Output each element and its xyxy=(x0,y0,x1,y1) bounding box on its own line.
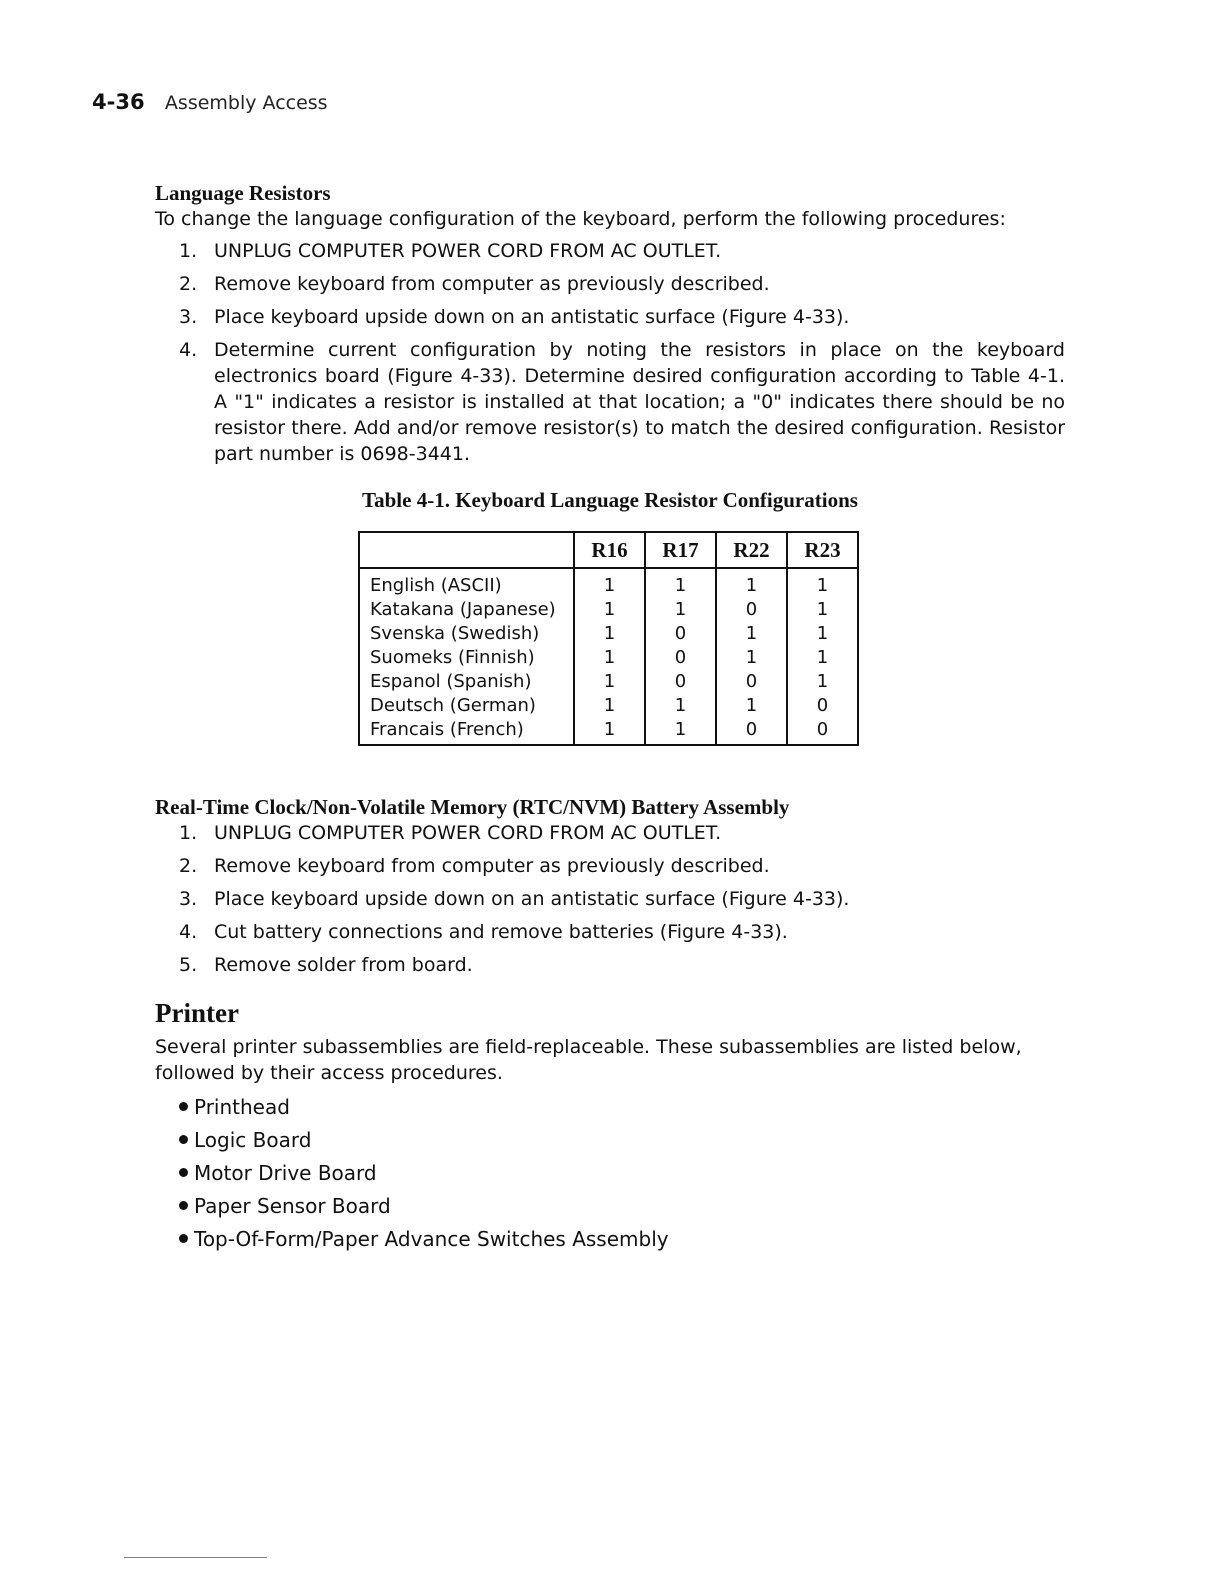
step-number: 4. xyxy=(179,339,198,361)
value-cell: 0 xyxy=(716,598,787,622)
list-item-text: Motor Drive Board xyxy=(194,1161,377,1185)
step-text: Place keyboard upside down on an antistatic surface (Figure 4-33). xyxy=(214,888,850,910)
step-number: 2. xyxy=(179,855,198,877)
table-row xyxy=(359,694,858,718)
rtc-nvm-heading: Real-Time Clock/Non-Volatile Memory (RTC/NVM) Battery Assembly xyxy=(155,795,790,819)
value-cell: 1 xyxy=(574,598,645,622)
bullet-icon xyxy=(179,1234,188,1243)
table-row xyxy=(359,568,858,598)
value-cell: 1 xyxy=(787,670,858,694)
value-cell: 1 xyxy=(645,718,716,745)
value-cell: 1 xyxy=(574,694,645,718)
table-header-r16: R16 xyxy=(574,532,645,568)
table-header-r23: R23 xyxy=(787,532,858,568)
value-cell: 1 xyxy=(574,670,645,694)
value-cell: 1 xyxy=(716,694,787,718)
step-item xyxy=(155,820,1065,846)
bullet-icon xyxy=(179,1135,188,1144)
page-content xyxy=(155,180,1065,1259)
step-item xyxy=(155,271,1065,297)
list-item-text: Logic Board xyxy=(194,1128,312,1152)
table-header-row xyxy=(359,532,858,568)
bullet-icon xyxy=(179,1102,188,1111)
value-cell: 1 xyxy=(787,598,858,622)
language-cell: English (ASCII) xyxy=(359,568,574,598)
language-resistors-intro: To change the language configuration of the keyboard, perform the following procedures: xyxy=(155,208,1006,230)
page-header xyxy=(92,88,328,117)
step-number: 3. xyxy=(179,888,198,910)
step-item xyxy=(155,337,1065,467)
value-cell: 1 xyxy=(716,568,787,598)
step-text: UNPLUG COMPUTER POWER CORD FROM AC OUTLET. xyxy=(214,240,722,262)
value-cell: 1 xyxy=(716,646,787,670)
language-cell: Svenska (Swedish) xyxy=(359,622,574,646)
resistor-config-table xyxy=(358,531,859,746)
language-cell: Espanol (Spanish) xyxy=(359,670,574,694)
step-text: UNPLUG COMPUTER POWER CORD FROM AC OUTLET. xyxy=(214,822,722,844)
bullet-icon xyxy=(179,1168,188,1177)
step-number: 5. xyxy=(179,954,198,976)
value-cell: 0 xyxy=(787,694,858,718)
language-cell: Francais (French) xyxy=(359,718,574,745)
bullet-icon xyxy=(179,1201,188,1210)
language-cell: Suomeks (Finnish) xyxy=(359,646,574,670)
language-cell: Deutsch (German) xyxy=(359,694,574,718)
step-item xyxy=(155,886,1065,912)
step-number: 4. xyxy=(179,921,198,943)
value-cell: 1 xyxy=(645,598,716,622)
step-item xyxy=(155,853,1065,879)
value-cell: 1 xyxy=(716,622,787,646)
value-cell: 1 xyxy=(787,646,858,670)
table-row xyxy=(359,622,858,646)
table-header-language xyxy=(359,532,574,568)
value-cell: 1 xyxy=(574,622,645,646)
step-number: 1. xyxy=(179,240,198,262)
value-cell: 0 xyxy=(716,670,787,694)
value-cell: 0 xyxy=(645,622,716,646)
language-resistors-heading: Language Resistors xyxy=(155,181,331,205)
page-number: 4-36 xyxy=(92,90,145,114)
step-number: 3. xyxy=(179,306,198,328)
value-cell: 1 xyxy=(574,568,645,598)
step-item xyxy=(155,952,1065,978)
list-item xyxy=(155,1226,1065,1252)
step-text: Determine current configuration by noting the resistors in place on the keyboard electronics board (Figure 4-33). Determine desired configuration according to Table 4-1. A "1" indicates a resistor is installed at that location; a "0" indicates there should be no resistor there. Add and/or remove resistor(s) to match the desired configuration. Resistor part number is 0698-3441. xyxy=(214,339,1065,465)
list-item xyxy=(155,1193,1065,1219)
value-cell: 1 xyxy=(574,718,645,745)
list-item-text: Paper Sensor Board xyxy=(194,1194,391,1218)
table-header-r17: R17 xyxy=(645,532,716,568)
printer-intro: Several printer subassemblies are field-replaceable. These subassemblies are listed below, followed by their access procedures. xyxy=(155,1036,1022,1084)
value-cell: 1 xyxy=(787,568,858,598)
value-cell: 0 xyxy=(787,718,858,745)
step-text: Remove keyboard from computer as previously described. xyxy=(214,855,770,877)
value-cell: 1 xyxy=(574,646,645,670)
step-text: Remove keyboard from computer as previously described. xyxy=(214,273,770,295)
footer-rule xyxy=(124,1557,267,1558)
table-row xyxy=(359,670,858,694)
value-cell: 0 xyxy=(716,718,787,745)
step-text: Place keyboard upside down on an antistatic surface (Figure 4-33). xyxy=(214,306,850,328)
section-spacer xyxy=(155,746,1065,794)
rtc-nvm-steps xyxy=(155,820,1065,978)
list-item-text: Printhead xyxy=(194,1095,290,1119)
value-cell: 1 xyxy=(645,568,716,598)
value-cell: 1 xyxy=(787,622,858,646)
table-row xyxy=(359,718,858,745)
table-row xyxy=(359,646,858,670)
value-cell: 1 xyxy=(645,694,716,718)
step-item xyxy=(155,304,1065,330)
step-text: Cut battery connections and remove batteries (Figure 4-33). xyxy=(214,921,788,943)
step-number: 1. xyxy=(179,822,198,844)
language-cell: Katakana (Japanese) xyxy=(359,598,574,622)
step-item xyxy=(155,238,1065,264)
value-cell: 0 xyxy=(645,670,716,694)
table-header-r22: R22 xyxy=(716,532,787,568)
step-text: Remove solder from board. xyxy=(214,954,473,976)
printer-heading: Printer xyxy=(155,998,239,1028)
list-item-text: Top-Of-Form/Paper Advance Switches Assembly xyxy=(194,1227,669,1251)
list-item xyxy=(155,1160,1065,1186)
list-item xyxy=(155,1094,1065,1120)
value-cell: 0 xyxy=(645,646,716,670)
page-section-title: Assembly Access xyxy=(164,92,328,114)
table-row xyxy=(359,598,858,622)
list-item xyxy=(155,1127,1065,1153)
printer-subassembly-list xyxy=(155,1094,1065,1252)
table-title: Table 4-1. Keyboard Language Resistor Configurations xyxy=(362,488,858,512)
step-item xyxy=(155,919,1065,945)
step-number: 2. xyxy=(179,273,198,295)
language-resistors-steps xyxy=(155,238,1065,467)
